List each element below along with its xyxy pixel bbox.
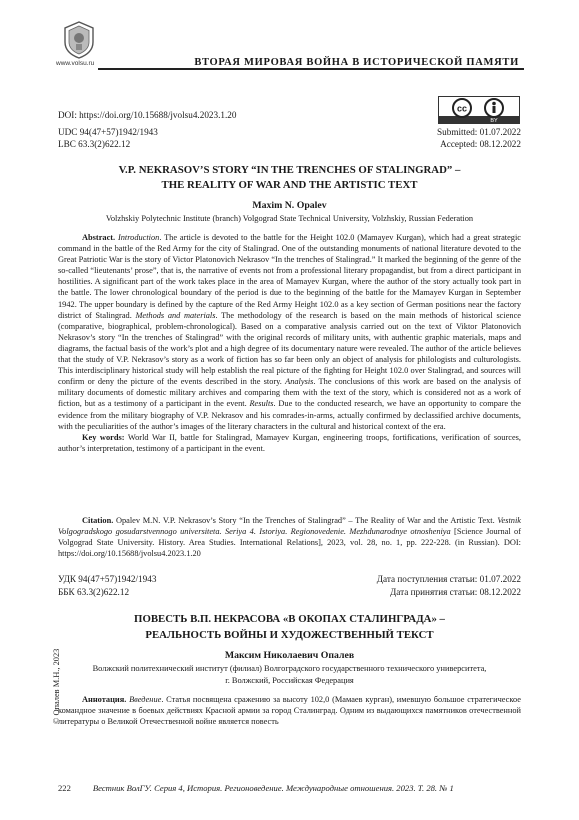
title-en-line1: V.P. NEKRASOV’S STORY “IN THE TRENCHES OF STALINGRAD” – xyxy=(118,164,461,176)
abstract-segment-7: . Due to the conducted research, we have an opportunity to compare the evidence from the military biography of V.P. Nekrasov and his comrades-in-arms, actually confirmed by declassified archive documents, with the peculiarities of the author’s images of the literary characters in the cultural and historical context of the era. xyxy=(58,399,521,431)
citation-segment-1: Vestnik Volgogradskogo gosudarstvennogo universiteta. Seriya 4. Istoriya. Regionovedenie. Mezhdunarodnye otnosheniya xyxy=(58,516,521,537)
university-logo-icon xyxy=(60,20,98,60)
page-number: 222 xyxy=(58,783,71,793)
lbc-ru: ББК 63.3(2)622.12 xyxy=(58,587,130,597)
cc-by-license-icon xyxy=(438,96,520,124)
submitted-en: Submitted: 01.07.2022 xyxy=(437,127,521,137)
affiliation-en: Volzhskiy Polytechnic Institute (branch) Volgograd State Technical University, Volzhskiy, Russian Federation xyxy=(105,214,474,223)
citation xyxy=(58,515,521,559)
site-url: www.volsu.ru xyxy=(56,60,95,67)
title-ru-line2: РЕАЛЬНОСТЬ ВОЙНЫ И ХУДОЖЕСТВЕННЫЙ ТЕКСТ xyxy=(145,629,434,641)
citation-label: Citation. xyxy=(82,516,114,525)
abstract-ru-intro: Введение xyxy=(129,695,162,704)
affiliation-ru-line1: Волжский политехнический институт (филиал) Волгоградского государственного технического университета, xyxy=(92,664,487,673)
page-footer xyxy=(58,783,454,793)
doi: DOI: https://doi.org/10.15688/jvolsu4.2023.1.20 xyxy=(58,110,237,120)
journal-citation: Вестник ВолГУ. Серия 4, История. Регионоведение. Международные отношения. 2023. Т. 28. № 1 xyxy=(92,783,454,793)
abstract-ru-label: Аннотация. xyxy=(82,695,127,704)
submitted-ru: Дата поступления статьи: 01.07.2022 xyxy=(376,574,521,584)
abstract-segment-4: Analysis xyxy=(285,377,314,387)
abstract-label: Abstract. xyxy=(82,233,116,242)
citation-text xyxy=(58,516,521,558)
udc-ru: УДК 94(47+57)1942/1943 xyxy=(58,574,157,584)
abstract-en xyxy=(58,232,521,454)
keywords-label: Key words: xyxy=(82,432,125,442)
accepted-ru: Дата принятия статьи: 08.12.2022 xyxy=(390,587,521,597)
udc-en: UDC 94(47+57)1942/1943 xyxy=(58,127,158,137)
abstract-ru xyxy=(58,694,521,727)
lbc-en: LBC 63.3(2)622.12 xyxy=(58,139,131,149)
svg-text:cc: cc xyxy=(456,103,468,114)
author-ru: Максим Николаевич Опалев xyxy=(224,650,355,661)
accepted-en: Accepted: 08.12.2022 xyxy=(440,139,521,149)
abstract-segment-5: . The conclusions of this work are based on the analysis of military documents of domestic military archives and comparing them with the text of the story, which is considered not as a work of fiction, but as a testimony of a participant in the event. xyxy=(58,377,521,409)
abstract-segment-6: Results xyxy=(249,399,274,409)
copyright-note: © Опалев М.Н., 2023 xyxy=(52,648,61,724)
affiliation-ru-line2: г. Волжский, Российская Федерация xyxy=(225,676,354,685)
abstract-segment-3: . The methodology of the research is based on the main methods of historical science (comparative, biographical, problem-chronological). Based on a comparative analysis carried out on the text of Viktor Platonovich Nekrasov’s story “In the trenches of Stalingrad” with the original records of military units, with authentic graphic materials, maps and diagrams, the factual basis of the work’s plot and a high degree of its documentary nature were revealed. The author of the article believes that the study of V.P. Nekrasov’s story as a work of fiction has so far been only an object of analysis for philologists and culturologists. This interdisciplinary historical study will help establish the real picture of the fighting for Height 102.0 over Stalingrad, and sources will confirm or deny the picture of the events described in the story. xyxy=(58,310,521,387)
abstract-text xyxy=(58,233,521,431)
header-rule xyxy=(98,68,524,70)
abstract-segment-1: . The article is devoted to the battle for the Height 102.0 (Mamayev Kurgan), which had a great strategic command in the battle of the Red Army for the city of Stalingrad. One of the outstanding monuments of national literature devoted to the Great Patriotic War is the story of Victor Platonovich Nekrasov “In the trenches of Stalingrad.” It marked the beginning of the genre of the so-called “lieutenants’ prose”, that is, the narrative of events not from a professional literary propagandist, but from a direct participant in hostilities. A significant part of the work takes place in the area of Mamayev Kurgan, where the author of the story actually took part in the battle. The lower chronological boundary of the period is due to the beginning of the battle for the Mamayev Kurgan in September 1942. The upper boundary is defined by the capture of the Red Army Height 102.0 as a key section of German positions near the factory district of Stalingrad. xyxy=(58,233,521,320)
citation-segment-0: Opalev M.N. V.P. Nekrasov’s Story “In the Trenches of Stalingrad” – The Reality of War and the Artistic Text. xyxy=(113,516,498,525)
series-title: ВТОРАЯ МИРОВАЯ ВОЙНА В ИСТОРИЧЕСКОЙ ПАМЯТИ xyxy=(188,57,519,68)
title-ru-line1: ПОВЕСТЬ В.П. НЕКРАСОВА «В ОКОПАХ СТАЛИНГРАДА» – xyxy=(134,613,445,625)
abstract-segment-0: Introduction xyxy=(117,233,160,242)
abstract-ru-text: . Статья посвящена сражению за высоту 102,0 (Мамаев курган), имевшую большое стратегическое командное значение в боевых действиях Красной армии за город Сталинград. Одним из выдающихся памятников отечественной литературы о Великой Отечественной войне является повесть xyxy=(58,695,521,727)
author-en: Maxim N. Opalev xyxy=(252,200,327,211)
title-en-line2: THE REALITY OF WAR AND THE ARTISTIC TEXT xyxy=(161,179,418,191)
license-badge-label: BY xyxy=(490,118,498,124)
keywords-text: World War II, battle for Stalingrad, Mamayev Kurgan, engineering troops, fortifications, verification of sources, author’s interpretation, testimony of a participant in the event. xyxy=(58,432,521,453)
abstract-segment-2: Methods and materials xyxy=(135,310,216,320)
citation-segment-2: [Science Journal of Volgograd State University. History. Area Studies. International Relations], 2023, vol. 28, no. 1, pp. 222-228. (in Russian). DOI: https://doi.org/10.15688/jvolsu4.2023.1.20 xyxy=(58,527,521,559)
